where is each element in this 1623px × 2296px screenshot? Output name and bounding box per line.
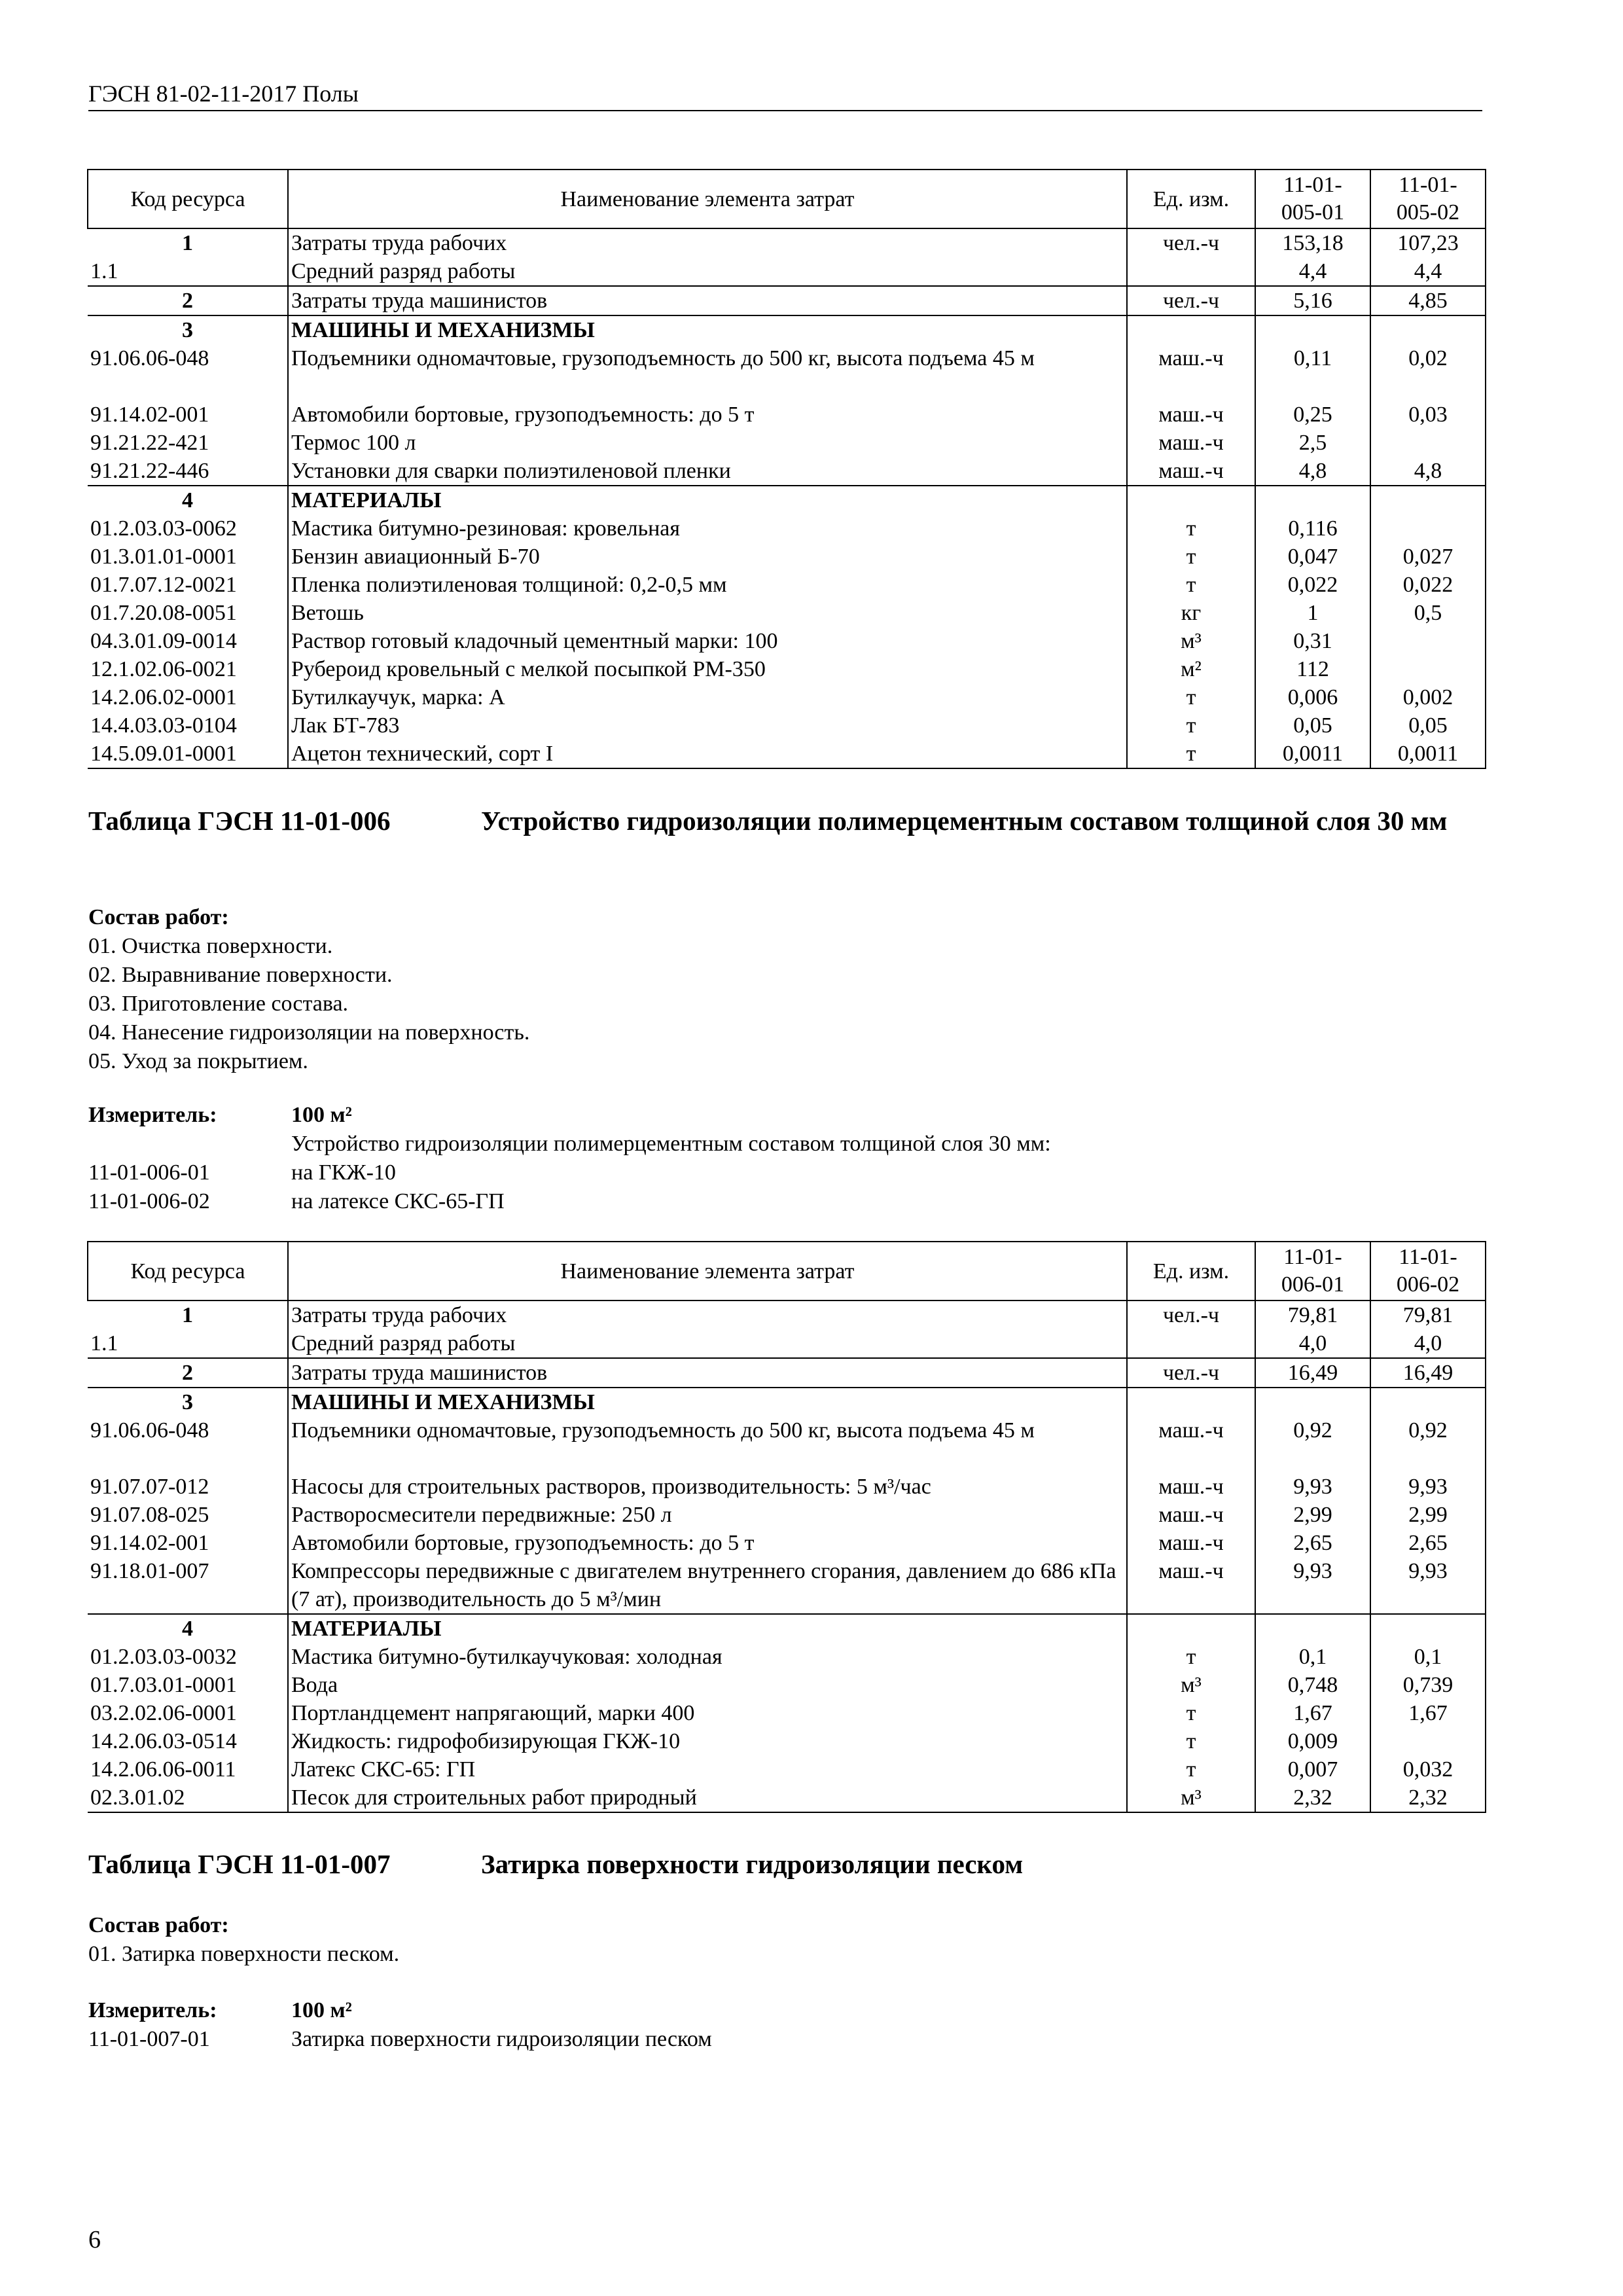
header-name: Наименование элемента затрат [288, 1242, 1127, 1300]
cell-code: 91.21.22-446 [88, 457, 288, 486]
table-row [88, 1329, 1486, 1358]
cell-name: Лак БТ-783 [288, 711, 1127, 740]
table-row [88, 1755, 1486, 1784]
cell-name: Термос 100 л [288, 429, 1127, 457]
cell-unit: т [1127, 740, 1255, 768]
cell-code: 14.2.06.06-0011 [88, 1755, 288, 1784]
cell-unit: маш.-ч [1127, 401, 1255, 429]
cell-value-b: 2,32 [1370, 1784, 1486, 1812]
cell-name: Подъемники одномачтовые, грузоподъемность до 500 кг, высота подъема 45 м [288, 344, 1127, 401]
works-block-007 [88, 1911, 399, 1969]
header-col-a [1255, 1242, 1370, 1300]
header-code: Код ресурса [88, 170, 288, 228]
norm-code: 11-01-006-02 [88, 1189, 210, 1213]
cell-unit [1127, 1388, 1255, 1416]
cell-value-a: 4,0 [1255, 1329, 1370, 1358]
norm-code: 11-01-007-01 [88, 2027, 210, 2051]
cell-name: Затраты труда рабочих [288, 1300, 1127, 1329]
table-title: Устройство гидроизоляции полимерцементным составом толщиной слоя 30 мм [481, 806, 1448, 836]
cell-value-a: 0,05 [1255, 711, 1370, 740]
cell-name: Раствор готовый кладочный цементный марки: 100 [288, 627, 1127, 655]
cell-value-a: 5,16 [1255, 286, 1370, 315]
cell-value-b: 4,8 [1370, 457, 1486, 486]
cell-value-b [1370, 627, 1486, 655]
cell-value-a: 0,006 [1255, 683, 1370, 711]
cell-unit [1127, 1329, 1255, 1358]
work-item: 02. Выравнивание поверхности. [88, 963, 393, 987]
cell-unit: маш.-ч [1127, 344, 1255, 401]
cell-name: Подъемники одномачтовые, грузоподъемность до 500 кг, высота подъема 45 м [288, 1416, 1127, 1473]
table-row [88, 740, 1486, 768]
cell-code: 14.5.09.01-0001 [88, 740, 288, 768]
cell-name: Затраты труда рабочих [288, 228, 1127, 257]
header-col-a-line1: 11-01- [1283, 1245, 1342, 1269]
cell-value-a: 9,93 [1255, 1473, 1370, 1501]
cell-value-a: 4,8 [1255, 457, 1370, 486]
header-col-b-line2: 005-02 [1396, 200, 1460, 224]
table-row [88, 711, 1486, 740]
cell-value-b: 1,67 [1370, 1699, 1486, 1727]
table-row [88, 1671, 1486, 1699]
cell-unit: т [1127, 571, 1255, 599]
norm-text: на ГКЖ-10 [291, 1160, 396, 1185]
cell-value-b: 0,0011 [1370, 740, 1486, 768]
cell-name: Автомобили бортовые, грузоподъемность: до 5 т [288, 1529, 1127, 1557]
cell-unit: м³ [1127, 627, 1255, 655]
cell-name: Затраты труда машинистов [288, 1358, 1127, 1388]
work-item: 04. Нанесение гидроизоляции на поверхность. [88, 1020, 530, 1045]
page-number: 6 [88, 2226, 101, 2253]
cell-code: 4 [88, 1614, 288, 1643]
table-row [88, 1557, 1486, 1614]
cell-unit: кг [1127, 599, 1255, 627]
table-row [88, 1727, 1486, 1755]
cell-value-b: 107,23 [1370, 228, 1486, 257]
cell-code: 02.3.01.02 [88, 1784, 288, 1812]
meter-label: Измеритель: [88, 1998, 217, 2022]
table-row [88, 486, 1486, 514]
table-row [88, 315, 1486, 344]
cell-value-b [1370, 486, 1486, 514]
cell-name: Ацетон технический, сорт I [288, 740, 1127, 768]
cell-value-a: 0,007 [1255, 1755, 1370, 1784]
cell-value-b [1370, 655, 1486, 683]
table-row [88, 655, 1486, 683]
norm-text: на латексе СКС-65-ГП [291, 1189, 505, 1213]
page-header [88, 77, 1482, 111]
cell-value-a: 0,31 [1255, 627, 1370, 655]
work-item: 01. Очистка поверхности. [88, 934, 333, 958]
cell-value-a: 9,93 [1255, 1557, 1370, 1614]
cell-unit: т [1127, 683, 1255, 711]
cell-value-b [1370, 315, 1486, 344]
cell-code: 1 [88, 228, 288, 257]
table-row [88, 1388, 1486, 1416]
header-col-b [1370, 1242, 1486, 1300]
cell-value-b [1370, 1727, 1486, 1755]
cell-code: 01.7.03.01-0001 [88, 1671, 288, 1699]
resource-table-006 [87, 1241, 1486, 1813]
table-label: Таблица ГЭСН 11-01-006 [88, 806, 391, 836]
cell-name: МАШИНЫ И МЕХАНИЗМЫ [288, 1388, 1127, 1416]
header-col-b-line1: 11-01- [1399, 173, 1457, 197]
cell-value-a: 16,49 [1255, 1358, 1370, 1388]
meter-block-007 [88, 1996, 1463, 2054]
cell-unit: чел.-ч [1127, 1300, 1255, 1329]
cell-unit: чел.-ч [1127, 228, 1255, 257]
cell-unit: м² [1127, 655, 1255, 683]
works-block-006 [88, 903, 529, 1076]
table-row [88, 683, 1486, 711]
cell-value-a: 153,18 [1255, 228, 1370, 257]
cell-value-a: 2,5 [1255, 429, 1370, 457]
cell-name: Бензин авиационный Б-70 [288, 543, 1127, 571]
cell-value-b: 4,0 [1370, 1329, 1486, 1358]
cell-name: Рубероид кровельный с мелкой посыпкой РМ-350 [288, 655, 1127, 683]
cell-name: Компрессоры передвижные с двигателем внутреннего сгорания, давлением до 686 кПа (7 ат), производительность до 5 м³/мин [288, 1557, 1127, 1614]
cell-value-a: 112 [1255, 655, 1370, 683]
norm-text: Затирка поверхности гидроизоляции песком [291, 2027, 712, 2051]
cell-code: 91.14.02-001 [88, 1529, 288, 1557]
cell-code: 91.06.06-048 [88, 344, 288, 401]
table-row [88, 429, 1486, 457]
table-row [88, 457, 1486, 486]
cell-value-b: 79,81 [1370, 1300, 1486, 1329]
table-title: Затирка поверхности гидроизоляции песком [481, 1849, 1024, 1879]
cell-code: 1.1 [88, 1329, 288, 1358]
header-col-a-line2: 006-01 [1281, 1272, 1345, 1297]
cell-value-a: 0,009 [1255, 1727, 1370, 1755]
cell-code: 3 [88, 315, 288, 344]
cell-code: 01.2.03.03-0032 [88, 1643, 288, 1671]
cell-value-b: 0,002 [1370, 683, 1486, 711]
cell-unit: маш.-ч [1127, 1501, 1255, 1529]
table-row [88, 257, 1486, 286]
meter-value: 100 м² [291, 1998, 352, 2022]
cell-code: 2 [88, 286, 288, 315]
cell-value-a: 0,047 [1255, 543, 1370, 571]
cell-unit: т [1127, 1755, 1255, 1784]
header-code: Код ресурса [88, 1242, 288, 1300]
cell-name: Растворосмесители передвижные: 250 л [288, 1501, 1127, 1529]
cell-value-b: 9,93 [1370, 1557, 1486, 1614]
header-unit: Ед. изм. [1127, 1242, 1255, 1300]
cell-value-a: 0,022 [1255, 571, 1370, 599]
cell-unit [1127, 486, 1255, 514]
cell-value-a [1255, 1388, 1370, 1416]
header-col-b-line1: 11-01- [1399, 1245, 1457, 1269]
cell-value-a: 0,748 [1255, 1671, 1370, 1699]
table-row [88, 627, 1486, 655]
table-row [88, 401, 1486, 429]
cell-name: Насосы для строительных растворов, производительность: 5 м³/час [288, 1473, 1127, 1501]
cell-code: 01.3.01.01-0001 [88, 543, 288, 571]
header-col-a [1255, 170, 1370, 228]
table-row [88, 514, 1486, 543]
cell-value-b: 4,85 [1370, 286, 1486, 315]
cell-value-a [1255, 315, 1370, 344]
table-row [88, 1473, 1486, 1501]
cell-unit: маш.-ч [1127, 1557, 1255, 1614]
cell-name: Вода [288, 1671, 1127, 1699]
table-row [88, 228, 1486, 257]
cell-unit: маш.-ч [1127, 429, 1255, 457]
cell-value-b: 2,99 [1370, 1501, 1486, 1529]
cell-name: Латекс СКС-65: ГП [288, 1755, 1127, 1784]
work-item: 01. Затирка поверхности песком. [88, 1942, 400, 1966]
cell-value-b: 0,03 [1370, 401, 1486, 429]
cell-unit: чел.-ч [1127, 1358, 1255, 1388]
table-label: Таблица ГЭСН 11-01-007 [88, 1849, 391, 1879]
cell-unit: маш.-ч [1127, 457, 1255, 486]
norm-code: 11-01-006-01 [88, 1160, 210, 1185]
cell-value-a [1255, 486, 1370, 514]
cell-name: Затраты труда машинистов [288, 286, 1127, 315]
table-row [88, 286, 1486, 315]
cell-value-b: 0,027 [1370, 543, 1486, 571]
cell-code: 01.7.20.08-0051 [88, 599, 288, 627]
cell-unit: т [1127, 514, 1255, 543]
cell-name: МАТЕРИАЛЫ [288, 1614, 1127, 1643]
cell-value-b: 16,49 [1370, 1358, 1486, 1388]
works-heading: Состав работ: [88, 905, 229, 929]
cell-code: 14.4.03.03-0104 [88, 711, 288, 740]
cell-unit: чел.-ч [1127, 286, 1255, 315]
cell-unit: т [1127, 1699, 1255, 1727]
cell-code: 91.14.02-001 [88, 401, 288, 429]
cell-name: Портландцемент напрягающий, марки 400 [288, 1699, 1127, 1727]
cell-code: 91.07.08-025 [88, 1501, 288, 1529]
cell-unit [1127, 315, 1255, 344]
cell-code: 14.2.06.02-0001 [88, 683, 288, 711]
cell-value-b [1370, 1388, 1486, 1416]
cell-value-b [1370, 429, 1486, 457]
cell-value-b: 9,93 [1370, 1473, 1486, 1501]
cell-value-b: 0,5 [1370, 599, 1486, 627]
cell-value-a: 79,81 [1255, 1300, 1370, 1329]
cell-value-a: 2,32 [1255, 1784, 1370, 1812]
table-row [88, 1358, 1486, 1388]
cell-code: 01.2.03.03-0062 [88, 514, 288, 543]
cell-code: 91.06.06-048 [88, 1416, 288, 1473]
meter-block-006 [88, 1101, 1463, 1216]
cell-code: 1.1 [88, 257, 288, 286]
cell-unit: маш.-ч [1127, 1473, 1255, 1501]
cell-name: Жидкость: гидрофобизирующая ГКЖ-10 [288, 1727, 1127, 1755]
cell-name: Средний разряд работы [288, 1329, 1127, 1358]
cell-unit: маш.-ч [1127, 1416, 1255, 1473]
cell-value-a: 0,25 [1255, 401, 1370, 429]
cell-value-a: 1 [1255, 599, 1370, 627]
cell-code: 03.2.02.06-0001 [88, 1699, 288, 1727]
cell-value-a: 0,11 [1255, 344, 1370, 401]
cell-name: Песок для строительных работ природный [288, 1784, 1127, 1812]
cell-code: 3 [88, 1388, 288, 1416]
cell-code: 12.1.02.06-0021 [88, 655, 288, 683]
table-row [88, 599, 1486, 627]
meter-description: Устройство гидроизоляции полимерцементным составом толщиной слоя 30 мм: [291, 1132, 1051, 1156]
cell-value-b [1370, 1614, 1486, 1643]
cell-value-b: 0,02 [1370, 344, 1486, 401]
header-col-b-line2: 006-02 [1396, 1272, 1460, 1297]
cell-unit: м³ [1127, 1784, 1255, 1812]
cell-name: Пленка полиэтиленовая толщиной: 0,2-0,5 мм [288, 571, 1127, 599]
cell-value-b: 0,032 [1370, 1755, 1486, 1784]
cell-value-a: 4,4 [1255, 257, 1370, 286]
table-row [88, 1643, 1486, 1671]
works-heading: Состав работ: [88, 1913, 229, 1937]
header-unit: Ед. изм. [1127, 170, 1255, 228]
cell-name: Мастика битумно-бутилкаучуковая: холодная [288, 1643, 1127, 1671]
cell-unit: м³ [1127, 1671, 1255, 1699]
table-row [88, 543, 1486, 571]
table-row [88, 1416, 1486, 1473]
cell-code: 4 [88, 486, 288, 514]
cell-code: 01.7.07.12-0021 [88, 571, 288, 599]
cell-code: 1 [88, 1300, 288, 1329]
cell-unit [1127, 1614, 1255, 1643]
cell-value-b: 0,92 [1370, 1416, 1486, 1473]
cell-code: 91.21.22-421 [88, 429, 288, 457]
cell-name: Средний разряд работы [288, 257, 1127, 286]
cell-value-a: 2,99 [1255, 1501, 1370, 1529]
cell-name: МАТЕРИАЛЫ [288, 486, 1127, 514]
cell-value-a: 2,65 [1255, 1529, 1370, 1557]
cell-code: 91.18.01-007 [88, 1557, 288, 1614]
cell-unit: т [1127, 543, 1255, 571]
cell-value-b [1370, 514, 1486, 543]
cell-value-b: 2,65 [1370, 1529, 1486, 1557]
cell-name: Установки для сварки полиэтиленовой пленки [288, 457, 1127, 486]
cell-code: 04.3.01.09-0014 [88, 627, 288, 655]
cell-name: МАШИНЫ И МЕХАНИЗМЫ [288, 315, 1127, 344]
table-row [88, 1614, 1486, 1643]
work-item: 03. Приготовление состава. [88, 992, 349, 1016]
cell-unit: т [1127, 1727, 1255, 1755]
cell-name: Автомобили бортовые, грузоподъемность: до 5 т [288, 401, 1127, 429]
cell-value-a [1255, 1614, 1370, 1643]
cell-code: 91.07.07-012 [88, 1473, 288, 1501]
cell-name: Мастика битумно-резиновая: кровельная [288, 514, 1127, 543]
meter-value: 100 м² [291, 1103, 352, 1127]
cell-value-a: 0,1 [1255, 1643, 1370, 1671]
table-row [88, 344, 1486, 401]
table-row [88, 1501, 1486, 1529]
meter-label: Измеритель: [88, 1103, 217, 1127]
table-row [88, 1529, 1486, 1557]
header-col-b [1370, 170, 1486, 228]
cell-value-b: 0,05 [1370, 711, 1486, 740]
cell-code: 2 [88, 1358, 288, 1388]
cell-value-b: 0,1 [1370, 1643, 1486, 1671]
cell-value-a: 0,0011 [1255, 740, 1370, 768]
cell-unit [1127, 257, 1255, 286]
cell-value-a: 0,116 [1255, 514, 1370, 543]
cell-code: 14.2.06.03-0514 [88, 1727, 288, 1755]
resource-table-005 [87, 169, 1486, 769]
document-title: ГЭСН 81-02-11-2017 Полы [88, 81, 359, 107]
cell-value-b: 0,022 [1370, 571, 1486, 599]
cell-name: Ветошь [288, 599, 1127, 627]
header-col-a-line2: 005-01 [1281, 200, 1345, 224]
header-name: Наименование элемента затрат [288, 170, 1127, 228]
table-row [88, 1699, 1486, 1727]
cell-value-b: 0,739 [1370, 1671, 1486, 1699]
cell-name: Бутилкаучук, марка: А [288, 683, 1127, 711]
cell-value-a: 1,67 [1255, 1699, 1370, 1727]
cell-value-b: 4,4 [1370, 257, 1486, 286]
work-item: 05. Уход за покрытием. [88, 1049, 308, 1073]
header-col-a-line1: 11-01- [1283, 173, 1342, 197]
cell-value-a: 0,92 [1255, 1416, 1370, 1473]
table-row [88, 571, 1486, 599]
cell-unit: маш.-ч [1127, 1529, 1255, 1557]
cell-unit: т [1127, 1643, 1255, 1671]
table-row [88, 1784, 1486, 1812]
table-row [88, 1300, 1486, 1329]
cell-unit: т [1127, 711, 1255, 740]
